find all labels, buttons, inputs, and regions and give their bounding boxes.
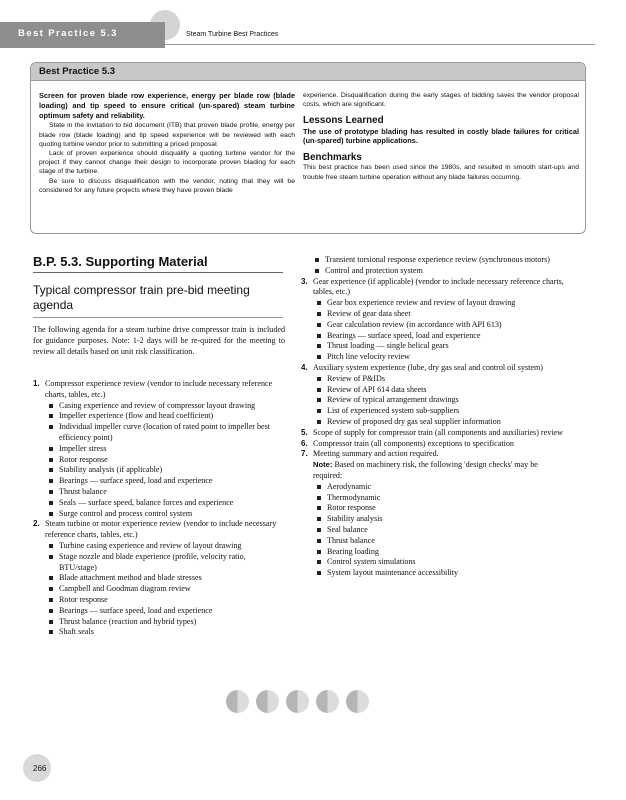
agenda-bullet-list [313,482,565,579]
agenda-bullet: Pitch line velocity review [315,352,565,363]
section-title: B.P. 5.3. Supporting Material [33,254,208,269]
agenda-item [33,519,285,638]
agenda-bullet: Rotor response [315,503,565,514]
agenda-item-text: Compressor train (all components) exceptions to specification [313,438,514,448]
agenda-bullet: Gear calculation review (in accordance with API 613) [315,320,565,331]
agenda-note-label: Note: [313,460,333,470]
agenda-item-text: Compressor experience review (vendor to include necessary reference charts, tables, etc.) [45,379,273,399]
agenda-bullet: Thrust balance [47,487,285,498]
agenda-bullet: Review of P&IDs [315,374,565,385]
agenda-item-text: Meeting summary and action required. [313,449,439,459]
agenda-bullet: Review of API 614 data sheets [315,385,565,396]
agenda-item-text: Steam turbine or motor experience review (vendor to include necessary reference charts, tables, etc.) [45,519,277,540]
agenda-bullet-list [45,401,285,520]
agenda-bullet: Campbell and Goodman diagram review [47,584,285,595]
agenda-bullet: Surge control and process control system [47,509,285,520]
section-title-rule [33,272,283,273]
best-practice-left-column [39,91,295,195]
decorative-dot [286,690,309,713]
best-practice-paragraph: State in the invitation to bid document (ITB) that proven blade profile, energy per blade row (blade loading) and tip speed experience will be reviewed with each quoting turbine vendor prior to submitting a priced proposal. [39,122,295,148]
decorative-dot [316,690,339,713]
agenda-bullet: Rotor response [47,455,285,466]
agenda-bullet: Control system simulations [315,557,565,568]
agenda-bullet: Seal balance [315,525,565,536]
section-subtitle-rule [33,317,283,318]
benchmarks-heading: Benchmarks [303,152,362,164]
agenda-bullet: Bearings — surface speed, load and experience [47,476,285,487]
agenda-bullet: List of experienced system sub-suppliers [315,406,565,417]
best-practice-box [30,62,586,234]
agenda-item-number: 2. [33,519,40,529]
agenda-bullet: Thrust balance [315,536,565,547]
agenda-bullet: Gear box experience review and review of layout drawing [315,298,565,309]
agenda-bullet: Transient torsional response experience review (synchronous motors) [313,255,565,266]
agenda-bullet: Bearings — surface speed, load and experience [47,606,285,617]
agenda-note [313,460,565,482]
agenda-item [301,449,565,579]
agenda-bullet: Stability analysis [315,514,565,525]
agenda-item [301,439,565,450]
agenda-bullet: Bearings — surface speed, load and experience [315,331,565,342]
section-subtitle: Typical compressor train pre-bid meeting agenda [33,283,250,312]
agenda-bullet: Thermodynamic [315,493,565,504]
agenda-bullet: Seals — surface speed, balance forces and experience [47,498,285,509]
agenda-item-text: Auxiliary system experience (lube, dry gas seal and control oil system) [313,362,543,372]
decorative-dot [346,690,369,713]
agenda-bullet: Aerodynamic [315,482,565,493]
agenda-bullet: Thrust balance (reaction and hybrid types) [47,617,285,628]
agenda-bullet: Rotor response [47,595,285,606]
agenda-bullet-list [313,374,565,428]
agenda-bullet: Bearing loading [315,547,565,558]
benchmarks-text: This best practice has been used since the 1980s, and resulted in smooth start-ups and trouble free steam turbine operation without any blade failures occurring. [303,164,579,181]
decorative-dot [226,690,249,713]
agenda-bullet: Review of typical arrangement drawings [315,395,565,406]
agenda-bullet: Impeller stress [47,444,285,455]
page-number: 266 [33,764,47,773]
best-practice-title: Best Practice 5.3 [39,66,116,77]
best-practice-continuation: experience. Disqualification during the early stages of bidding saves the vendor proposal costs, which are significant. [303,92,579,109]
agenda-bullet: Turbine casing experience and review of layout drawing [47,541,285,552]
lessons-learned-text: The use of prototype blading has resulted in costly blade failures for critical (un-spared) turbine applications. [303,126,579,146]
agenda-item-number: 7. [301,449,308,459]
agenda-item-number: 5. [301,427,308,437]
agenda-item-number: 3. [301,276,308,286]
agenda-bullet-list [313,298,565,363]
best-practice-lead: Screen for proven blade row experience, energy per blade row (blade loading) and tip speed to ensure critical (un-spared) steam turbine optimum safety and reliability. [39,91,295,120]
agenda-bullet: Review of proposed dry gas seal supplier information [315,417,565,428]
agenda-bullet: Blade attachment method and blade stresses [47,573,285,584]
agenda-note-text: Based on machinery risk, the following 'design checks' may be required: [313,460,538,480]
agenda-bullet: Individual impeller curve (location of rated point to impeller best efficiency point) [47,422,285,444]
agenda-item [301,363,565,428]
agenda-continued-bullets [301,255,565,277]
header-rule [165,44,595,45]
agenda-bullet: System layout maintenance accessibility [315,568,565,579]
agenda-item-text: Scope of supply for compressor train (all components and auxiliaries) review [313,427,563,437]
agenda-item [33,379,285,519]
agenda-bullet: Casing experience and review of compressor layout drawing [47,401,285,412]
agenda-bullet: Shaft seals [47,627,285,638]
agenda-bullet: Impeller experience (flow and head coefficient) [47,411,285,422]
best-practice-paragraph: Lack of proven experience should disqualify a quoting turbine vendor for the project if they cannot change their design to incorporate proven blading for each stage of the turbine. [39,150,295,176]
agenda-item [301,428,565,439]
best-practice-title-bar [31,63,585,81]
agenda-item-number: 1. [33,379,40,388]
agenda-item-number: 4. [301,362,308,372]
best-practice-right-column [303,91,579,182]
lessons-learned-heading: Lessons Learned [303,115,384,127]
running-title: Steam Turbine Best Practices [186,31,279,38]
header-tab-label: Best Practice 5.3 [18,28,118,39]
best-practice-paragraph: Be sure to discuss disqualification with the vendor, noting that they will be considered for any future projects where they have proven blade [39,177,295,194]
header-tab [0,22,165,48]
agenda-bullet: Thrust loading — single helical gears [315,341,565,352]
agenda-bullet: Stability analysis (if applicable) [47,465,285,476]
agenda-right-column [301,255,565,579]
section-intro: The following agenda for a steam turbine drive compressor train is included for guidance purposes. Note: 1-2 days will be re-quired for the meeting to review all details based on unit risk classification. [33,325,285,356]
agenda-bullet-list [45,541,285,638]
decorative-dot [256,690,279,713]
agenda-bullet: Control and protection system [313,266,565,277]
agenda-item-number: 6. [301,438,308,448]
agenda-left-column [33,379,285,638]
agenda-item [301,277,565,363]
agenda-item-text: Gear experience (if applicable) (vendor to include necessary reference charts, tables, etc.) [313,276,564,297]
agenda-bullet: Review of gear data sheet [315,309,565,320]
agenda-bullet: Stage nozzle and blade experience (profile, velocity ratio, BTU/stage) [47,552,285,574]
